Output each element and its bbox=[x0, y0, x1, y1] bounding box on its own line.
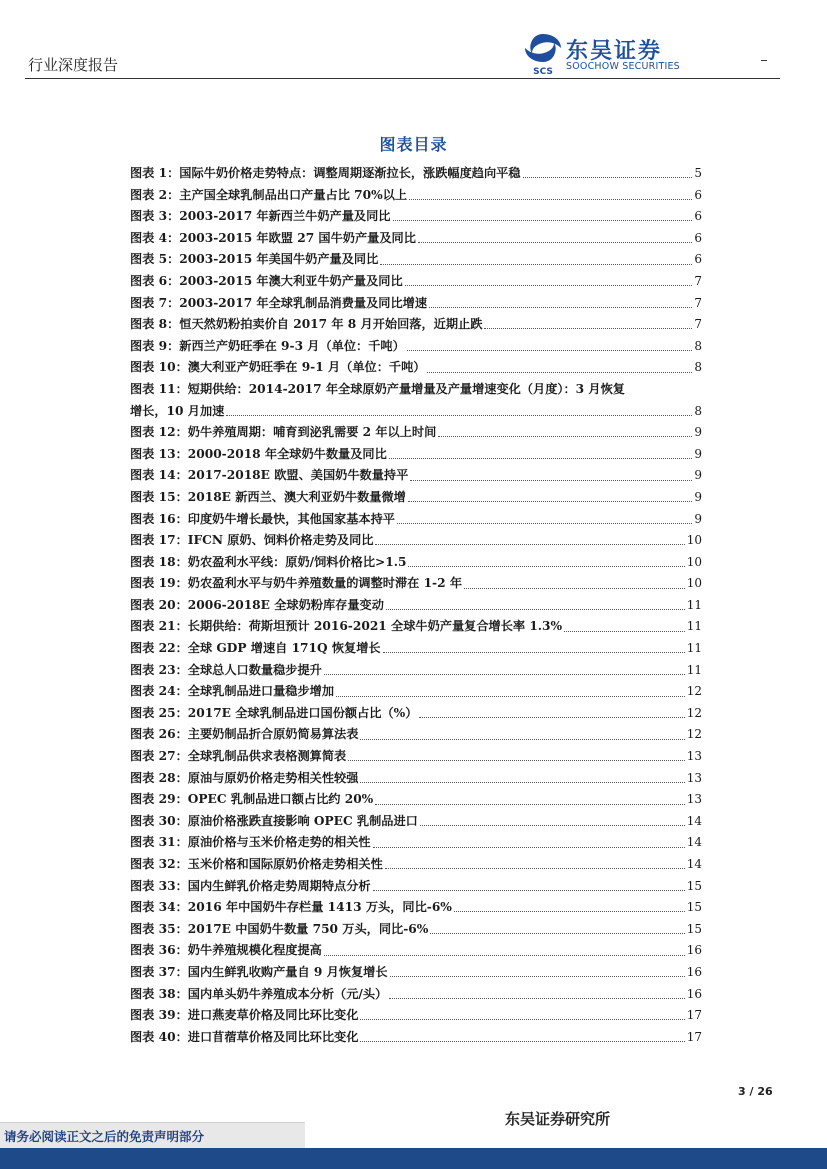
toc-entry-label: 图表 24：全球乳制品进口量稳步增加 bbox=[130, 684, 335, 699]
toc-entry-page: 6 bbox=[694, 252, 702, 267]
toc-entry-page: 9 bbox=[694, 425, 702, 440]
toc-leader-dots bbox=[420, 825, 685, 826]
toc-entry-label: 图表 4：2003-2015 年欧盟 27 国牛奶产量及同比 bbox=[130, 230, 416, 245]
toc-entry-label: 图表 8：恒天然奶粉拍卖价自 2017 年 8 月开始回落，近期止跌 bbox=[130, 317, 483, 332]
toc-entry-page: 14 bbox=[686, 813, 702, 828]
toc-entry[interactable] bbox=[130, 832, 702, 854]
toc-entry-page: 6 bbox=[694, 209, 702, 224]
toc-entry[interactable] bbox=[130, 724, 702, 746]
toc-entry-label: 图表 14：2017-2018E 欧盟、美国奶牛数量持平 bbox=[130, 468, 409, 483]
toc-leader-dots bbox=[430, 933, 684, 934]
toc-entry-page: 8 bbox=[694, 338, 702, 353]
toc-entry-continuation: 增长，10 月加速 bbox=[130, 403, 225, 418]
toc-entry-page: 16 bbox=[686, 943, 702, 958]
toc-entry[interactable] bbox=[130, 487, 702, 509]
toc-leader-dots bbox=[390, 976, 685, 977]
toc-leader-dots bbox=[407, 350, 693, 351]
toc-entry-page: 8 bbox=[694, 403, 702, 418]
toc-leader-dots bbox=[408, 501, 693, 502]
toc-leader-dots bbox=[419, 717, 684, 718]
toc-entry-label: 图表 1：国际牛奶价格走势特点：调整周期逐渐拉长，涨跌幅度趋向平稳 bbox=[130, 166, 521, 180]
toc-leader-dots bbox=[360, 1041, 684, 1042]
logo-name-cn: 东吴证券 bbox=[566, 39, 663, 64]
toc-entry[interactable] bbox=[130, 465, 702, 487]
toc-entry-label: 图表 39：进口燕麦草价格及同比环比变化 bbox=[130, 1008, 359, 1023]
toc-entry-label: 图表 16：印度奶牛增长最快，其他国家基本持平 bbox=[130, 511, 395, 526]
scs-logo-icon bbox=[523, 32, 563, 76]
toc-leader-dots bbox=[348, 760, 685, 761]
toc-entry-page: 10 bbox=[686, 576, 702, 591]
toc-entry-page: 9 bbox=[694, 468, 702, 483]
toc-entry-label: 图表 3：2003-2017 年新西兰牛奶产量及同比 bbox=[130, 209, 391, 224]
toc-entry-label: 图表 13：2000-2018 年全球奶牛数量及同比 bbox=[130, 446, 387, 461]
toc-entry-page: 9 bbox=[694, 446, 702, 461]
toc-leader-dots bbox=[429, 307, 692, 308]
toc-leader-dots bbox=[410, 480, 692, 481]
toc-leader-dots bbox=[523, 177, 693, 178]
toc-entry-label: 图表 34：2016 年中国奶牛存栏量 1413 万头，同比-6% bbox=[130, 900, 452, 915]
toc-entry[interactable] bbox=[130, 314, 702, 336]
toc-entry-page: 9 bbox=[694, 489, 702, 504]
toc-entry[interactable] bbox=[130, 271, 702, 293]
toc-entry[interactable] bbox=[130, 811, 702, 833]
toc-entry[interactable] bbox=[130, 401, 702, 423]
toc-entry[interactable] bbox=[130, 854, 702, 876]
toc-entry[interactable] bbox=[130, 444, 702, 466]
toc-entry-label: 图表 12：奶牛养殖周期：哺育到泌乳需要 2 年以上时间 bbox=[130, 425, 437, 440]
toc-entry[interactable] bbox=[130, 768, 702, 790]
toc-entry[interactable] bbox=[130, 573, 702, 595]
toc-leader-dots bbox=[484, 328, 692, 329]
toc-leader-dots bbox=[408, 566, 684, 567]
toc-entry-label: 图表 20：2006-2018E 全球奶粉库存量变动 bbox=[130, 597, 384, 612]
logo-mark-text: SCS bbox=[533, 67, 553, 76]
toc-entry[interactable] bbox=[130, 1005, 702, 1027]
toc-entry[interactable] bbox=[130, 228, 702, 250]
toc-entry-page: 6 bbox=[694, 187, 702, 202]
toc-entry-label: 图表 32：玉米价格和国际原奶价格走势相关性 bbox=[130, 857, 383, 871]
toc-entry[interactable] bbox=[130, 660, 702, 682]
toc-entry-label: 图表 7：2003-2017 年全球乳制品消费量及同比增速 bbox=[130, 295, 428, 310]
toc-entry-page: 12 bbox=[686, 727, 702, 742]
toc-leader-dots bbox=[375, 544, 684, 545]
toc-entry-label: 图表 5：2003-2015 年美国牛奶产量及同比 bbox=[130, 252, 379, 267]
toc-entry[interactable] bbox=[130, 206, 702, 228]
toc-entry-page: 17 bbox=[686, 1029, 702, 1044]
toc-entry[interactable] bbox=[130, 1027, 702, 1049]
toc-entry-page: 11 bbox=[686, 619, 702, 634]
toc-entry-label: 图表 22：全球 GDP 增速自 171Q 恢复增长 bbox=[130, 641, 381, 656]
toc-entry-page: 13 bbox=[686, 792, 702, 807]
toc-leader-dots bbox=[380, 264, 692, 265]
toc-leader-dots bbox=[464, 588, 685, 589]
toc-entry-page: 11 bbox=[686, 597, 702, 612]
toc-entry-label: 图表 29：OPEC 乳制品进口额占比约 20% bbox=[130, 792, 374, 807]
toc-entry[interactable] bbox=[130, 681, 702, 703]
toc-entry-page: 14 bbox=[686, 835, 702, 850]
toc-leader-dots bbox=[386, 609, 685, 610]
toc-entry-page: 13 bbox=[686, 749, 702, 764]
toc-entry[interactable] bbox=[130, 293, 702, 315]
footer-band bbox=[0, 1148, 827, 1169]
toc-entry[interactable] bbox=[130, 746, 702, 768]
toc-entry-label: 图表 15：2018E 新西兰、澳大利亚奶牛数量微增 bbox=[130, 489, 406, 504]
toc-leader-dots bbox=[389, 998, 685, 999]
toc-entry[interactable] bbox=[130, 919, 702, 941]
toc-leader-dots bbox=[360, 1019, 684, 1020]
toc-entry-page: 13 bbox=[686, 770, 702, 785]
toc-entry[interactable] bbox=[130, 638, 702, 660]
toc-entry[interactable] bbox=[130, 876, 702, 898]
disclaimer-box bbox=[0, 1122, 305, 1149]
toc-entry-label: 图表 23：全球总人口数量稳步提升 bbox=[130, 662, 322, 677]
toc-leader-dots bbox=[405, 285, 693, 286]
toc-entry-page: 11 bbox=[686, 641, 702, 656]
toc-entry[interactable] bbox=[130, 552, 702, 574]
toc-entry-page: 5 bbox=[694, 166, 702, 180]
toc-leader-dots bbox=[226, 415, 692, 416]
toc-entry-label: 图表 19：奶农盈利水平与奶牛养殖数量的调整时滞在 1-2 年 bbox=[130, 576, 463, 591]
toc-entry[interactable] bbox=[130, 163, 702, 185]
toc-entry-label: 图表 2：主产国全球乳制品出口产量占比 70%以上 bbox=[130, 187, 408, 202]
toc-leader-dots bbox=[418, 242, 692, 243]
header-report-type: 行业深度报告 bbox=[28, 56, 119, 74]
header-divider bbox=[25, 78, 780, 79]
toc-leader-dots bbox=[373, 890, 685, 891]
toc-entry-label: 图表 31：原油价格与玉米价格走势的相关性 bbox=[130, 835, 371, 850]
toc-entry-page: 11 bbox=[686, 662, 702, 677]
toc-leader-dots bbox=[375, 804, 684, 805]
toc-entry-label: 图表 6：2003-2015 年澳大利亚牛奶产量及同比 bbox=[130, 273, 403, 288]
toc-entry-label: 图表 10：澳大利亚产奶旺季在 9-1 月（单位：千吨） bbox=[130, 360, 426, 375]
toc-entry-page: 15 bbox=[686, 921, 702, 936]
toc-title: 图表目录 bbox=[379, 135, 448, 154]
toc-leader-dots bbox=[397, 523, 692, 524]
toc-leader-dots bbox=[360, 739, 684, 740]
toc-entry[interactable] bbox=[130, 249, 702, 271]
toc-entry-label: 图表 33：国内生鲜乳价格走势周期特点分析 bbox=[130, 878, 371, 893]
toc-entry-page: 12 bbox=[686, 705, 702, 720]
toc-entry-label: 图表 36：奶牛养殖规模化程度提高 bbox=[130, 943, 322, 958]
toc-entry-page: 17 bbox=[686, 1008, 702, 1023]
toc-entry-label: 图表 35：2017E 中国奶牛数量 750 万头，同比-6% bbox=[130, 921, 429, 936]
toc-entry-page: 7 bbox=[694, 295, 702, 310]
toc-entry-label: 图表 38：国内单头奶牛养殖成本分析（元/头） bbox=[130, 986, 388, 1001]
toc-leader-dots bbox=[564, 631, 685, 632]
toc-leader-dots bbox=[336, 696, 685, 697]
toc-entry-page: 15 bbox=[686, 878, 702, 893]
toc-entry-label: 图表 37：国内生鲜乳收购产量自 9 月恢复增长 bbox=[130, 964, 388, 979]
toc-entry-label: 图表 28：原油与原奶价格走势相关性较强 bbox=[130, 770, 359, 785]
research-institute: 东吴证券研究所 bbox=[505, 1110, 611, 1128]
toc-entry[interactable] bbox=[130, 422, 702, 444]
toc-entry[interactable] bbox=[130, 897, 702, 919]
toc-entry-label: 图表 27：全球乳制品供求表格测算简表 bbox=[130, 749, 347, 764]
disclaimer-text: 请务必阅读正文之后的免责声明部分 bbox=[4, 1129, 205, 1144]
toc-entry-page: 16 bbox=[686, 986, 702, 1001]
header-dash bbox=[761, 60, 767, 61]
toc-entry-page: 8 bbox=[694, 360, 702, 375]
table-of-figures bbox=[130, 163, 702, 1048]
toc-leader-dots bbox=[393, 220, 693, 221]
toc-entry-label: 图表 17：IFCN 原奶、饲料价格走势及同比 bbox=[130, 533, 374, 548]
toc-leader-dots bbox=[324, 674, 685, 675]
toc-entry[interactable] bbox=[130, 789, 702, 811]
toc-entry[interactable] bbox=[130, 984, 702, 1006]
toc-entry-page: 14 bbox=[686, 857, 702, 871]
toc-entry-page: 10 bbox=[686, 554, 702, 569]
toc-leader-dots bbox=[409, 199, 692, 200]
toc-entry-page: 15 bbox=[686, 900, 702, 915]
toc-leader-dots bbox=[438, 436, 692, 437]
toc-leader-dots bbox=[454, 911, 685, 912]
toc-entry-page: 9 bbox=[694, 511, 702, 526]
toc-entry-label: 图表 21：长期供给：荷斯坦预计 2016-2021 全球牛奶产量复合增长率 1.3% bbox=[130, 619, 563, 634]
toc-entry[interactable] bbox=[130, 962, 702, 984]
toc-entry[interactable] bbox=[130, 530, 702, 552]
toc-entry[interactable] bbox=[130, 616, 702, 638]
toc-entry-page: 6 bbox=[694, 230, 702, 245]
toc-entry[interactable] bbox=[130, 940, 702, 962]
toc-leader-dots bbox=[383, 652, 685, 653]
toc-entry-page: 10 bbox=[686, 533, 702, 548]
toc-entry-label: 图表 26：主要奶制品折合原奶简易算法表 bbox=[130, 727, 359, 742]
toc-leader-dots bbox=[373, 847, 685, 848]
toc-leader-dots bbox=[427, 372, 692, 373]
toc-entry-label: 图表 9：新西兰产奶旺季在 9-3 月（单位：千吨） bbox=[130, 338, 405, 353]
toc-leader-dots bbox=[360, 782, 684, 783]
toc-entry[interactable] bbox=[130, 703, 702, 725]
page-number: 3 / 26 bbox=[738, 1085, 773, 1098]
company-logo bbox=[523, 32, 693, 76]
toc-entry-label: 图表 25：2017E 全球乳制品进口国份额占比（%） bbox=[130, 705, 418, 720]
logo-name-en: SOOCHOW SECURITIES bbox=[566, 61, 680, 72]
toc-entry[interactable] bbox=[130, 336, 702, 358]
toc-entry-label: 图表 30：原油价格涨跌直接影响 OPEC 乳制品进口 bbox=[130, 813, 418, 828]
toc-entry[interactable] bbox=[130, 357, 702, 379]
toc-entry[interactable] bbox=[130, 185, 702, 207]
toc-leader-dots bbox=[385, 868, 685, 869]
toc-entry-label: 图表 40：进口苜蓿草价格及同比环比变化 bbox=[130, 1029, 359, 1044]
toc-entry[interactable] bbox=[130, 595, 702, 617]
toc-entry-page: 12 bbox=[686, 684, 702, 699]
toc-entry-label: 图表 18：奶农盈利水平线：原奶/饲料价格比>1.5 bbox=[130, 554, 407, 569]
toc-entry-page: 7 bbox=[694, 273, 702, 288]
toc-entry-label[interactable]: 图表 11：短期供给：2014-2017 年全球原奶产量增量及产量增速变化（月度）：3 月恢复 bbox=[130, 381, 625, 396]
toc-leader-dots bbox=[324, 955, 685, 956]
toc-entry-page: 16 bbox=[686, 964, 702, 979]
toc-leader-dots bbox=[389, 458, 693, 459]
toc-entry-page: 7 bbox=[694, 317, 702, 332]
toc-entry[interactable] bbox=[130, 509, 702, 531]
